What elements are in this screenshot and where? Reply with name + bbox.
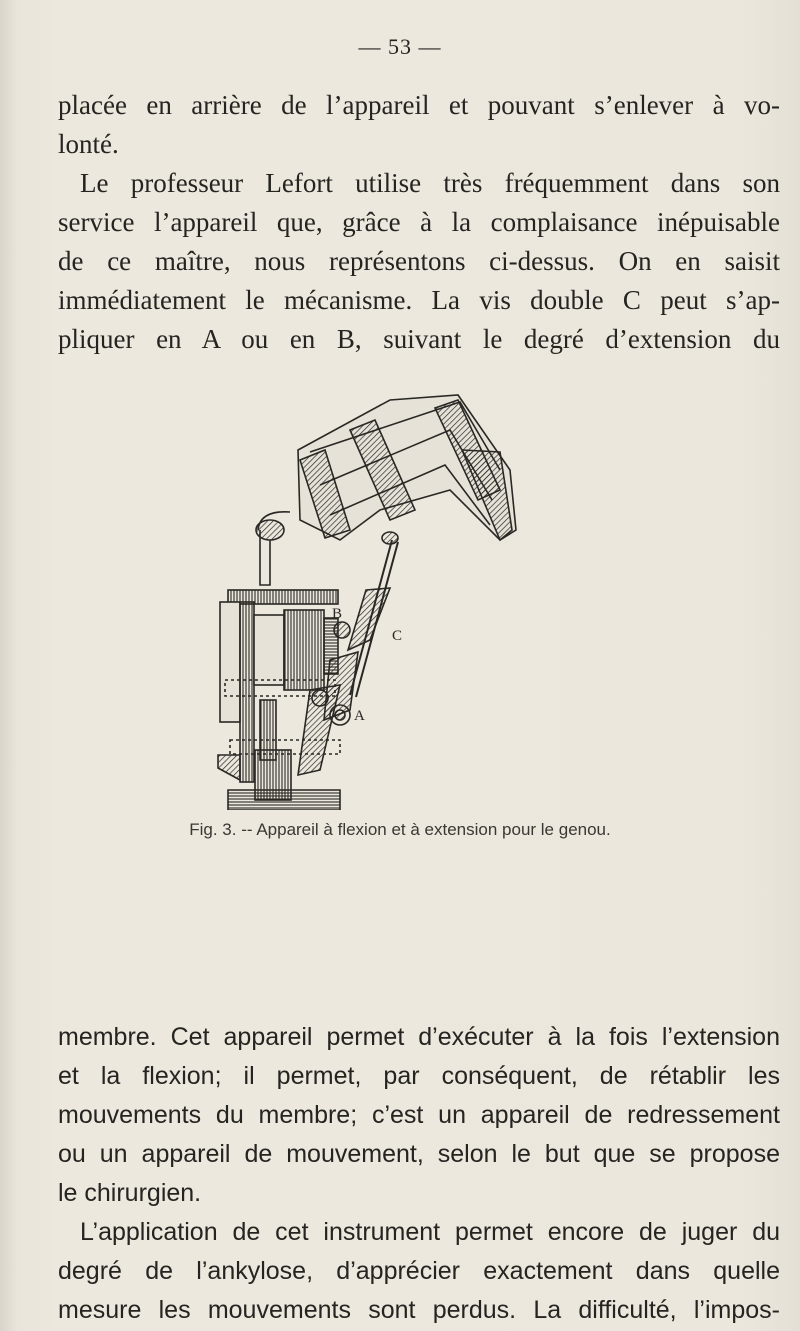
text-line: mesure les mouvements sont perdus. La difficulté, l’impos- <box>58 1296 780 1324</box>
label-a: A <box>354 708 365 724</box>
text-line: le chirurgien. <box>58 1179 202 1207</box>
text-line: mouvements du membre; c’est un appareil de redressement <box>58 1101 780 1129</box>
text-line: ou un appareil de mouvement, selon le but que se propose <box>58 1140 780 1168</box>
text-line: membre. Cet appareil permet d’exécuter à la fois l’extension <box>58 1023 780 1051</box>
label-c: C <box>392 628 403 644</box>
text-line: placée en arrière de l’appareil et pouvant s’enlever à vo- <box>58 90 780 120</box>
text-line: service l’appareil que, grâce à la complaisance inépuisable <box>58 207 780 237</box>
text-line: Le professeur Lefort utilise très fréquemment dans son <box>80 168 780 198</box>
page-number: — 53 — <box>358 34 442 59</box>
text-line: pliquer en A ou en B, suivant le degré d’extension du <box>58 324 780 354</box>
text-line: lonté. <box>58 129 119 159</box>
text-line: L’application de cet instrument permet encore de juger du <box>80 1218 780 1246</box>
text-line: de ce maître, nous représentons ci-dessus. On en saisit <box>58 246 780 276</box>
text-line: immédiatement le mécanisme. La vis double C peut s’ap- <box>58 285 780 315</box>
bottom-paragraph <box>58 1018 780 1330</box>
text-line: et la flexion; il permet, par conséquent, de rétablir les <box>58 1062 780 1090</box>
text-line: degré de l’ankylose, d’apprécier exactement dans quelle <box>58 1257 780 1285</box>
top-paragraph <box>58 86 780 359</box>
label-b: B <box>332 606 343 622</box>
figure-caption: Fig. 3. -- Appareil à flexion et à extension pour le genou. <box>189 820 611 839</box>
knee-apparatus-illustration <box>200 390 540 810</box>
